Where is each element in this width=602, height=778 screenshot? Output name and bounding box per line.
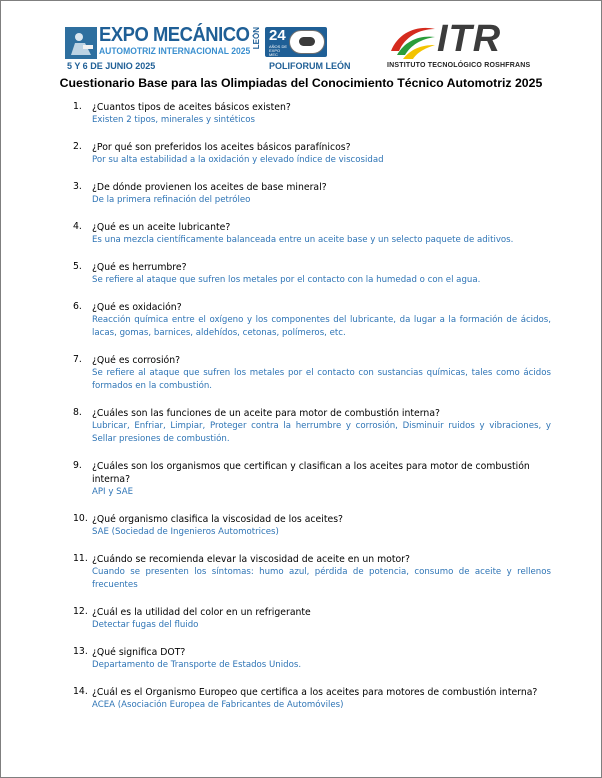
answer-text: SAE (Sociedad de Ingenieros Automotrices) [92, 527, 279, 537]
question-text: ¿Qué es un aceite lubricante? [92, 222, 231, 233]
question-text: ¿Qué es herrumbre? [92, 262, 187, 273]
question-text: ¿Cuál es el Organismo Europeo que certifica a los aceites para motores de combustión interna? [92, 687, 538, 698]
question-text: ¿Qué significa DOT? [92, 647, 186, 658]
question-text: ¿De dónde provienen los aceites de base mineral? [92, 182, 327, 193]
question-item [73, 141, 551, 167]
expo-venue: POLIFORUM LEÓN [269, 61, 351, 71]
itr-tagline: INSTITUTO TECNOLÓGICO ROSHFRANS [387, 62, 531, 69]
anniversary-badge [265, 27, 327, 57]
answer-text: Reacción química entre el oxígeno y los componentes del lubricante, da lugar a la formación de ácidos, lacas, gomas, barnices, aldehídos, cetonas, polímeros, etc. [92, 315, 551, 338]
question-text: ¿Cuál es la utilidad del color en un refrigerante [92, 607, 311, 618]
expo-mecanico-logo [65, 24, 351, 75]
question-item [73, 354, 551, 393]
question-number: 14. [73, 686, 88, 697]
answer-text: Existen 2 tipos, minerales y sintéticos [92, 115, 256, 125]
question-number: 5. [73, 261, 82, 272]
question-number: 9. [73, 460, 82, 471]
question-number: 4. [73, 221, 82, 232]
question-number: 6. [73, 301, 82, 312]
itr-swoosh-icon [389, 21, 437, 61]
question-number: 11. [73, 553, 88, 564]
question-item [73, 553, 551, 592]
question-item [73, 301, 551, 340]
question-text: ¿Cuáles son las funciones de un aceite para motor de combustión interna? [92, 408, 440, 419]
question-number: 13. [73, 646, 88, 657]
questions-list [73, 101, 551, 726]
question-number: 12. [73, 606, 88, 617]
answer-text: Cuando se presenten los síntomas: humo azul, pérdida de potencia, consumo de aceite y rellenos frecuentes [92, 567, 551, 590]
question-number: 2. [73, 141, 82, 152]
question-number: 1. [73, 101, 82, 112]
question-text: ¿Por qué son preferidos los aceites básicos parafínicos? [92, 142, 351, 153]
question-item [73, 646, 551, 672]
itr-logo [387, 18, 563, 71]
question-item [73, 407, 551, 446]
badge-number: 24 [269, 27, 286, 44]
question-text: ¿Qué es corrosión? [92, 355, 181, 366]
answer-text: API y SAE [92, 487, 134, 497]
expo-subtitle: AUTOMOTRIZ INTERNACIONAL 2025 [99, 46, 251, 56]
answer-text: De la primera refinación del petróleo [92, 195, 251, 205]
question-item [73, 261, 551, 287]
answer-text: Lubricar, Enfriar, Limpiar, Proteger contra la herrumbre y corrosión, Disminuir ruidos y vibraciones, y Sellar presiones de combustión. [92, 421, 551, 444]
question-number: 8. [73, 407, 82, 418]
question-text: ¿Cuáles son los organismos que certifican y clasifican a los aceites para motor de combustión interna? [92, 461, 530, 485]
question-text: ¿Qué organismo clasifica la viscosidad de los aceites? [92, 514, 343, 525]
mechanic-photo-icon [65, 27, 97, 59]
expo-city: LEÓN [252, 27, 261, 50]
question-number: 10. [73, 513, 88, 524]
question-text: ¿Qué es oxidación? [92, 302, 182, 313]
answer-text: Se refiere al ataque que sufren los metales por el contacto con sustancias químicas, tales como ácidos formados en la combustión. [92, 368, 551, 391]
badge-text: AÑOS DE EXPO MEC [269, 44, 288, 57]
answer-text: Detectar fugas del fluido [92, 620, 199, 630]
car-seal-icon [289, 30, 325, 54]
question-number: 7. [73, 354, 82, 365]
answer-text: Departamento de Transporte de Estados Unidos. [92, 660, 302, 670]
question-item [73, 686, 551, 712]
document-title: Cuestionario Base para las Olimpiadas del Conocimiento Técnico Automotriz 2025 [59, 76, 543, 90]
answer-text: Es una mezcla científicamente balanceada entre un aceite base y un selecto paquete de aditivos. [92, 235, 514, 245]
question-text: ¿Cuándo se recomienda elevar la viscosidad de aceite en un motor? [92, 554, 410, 565]
answer-text: Se refiere al ataque que sufren los metales por el contacto con la humedad o con el agua. [92, 275, 481, 285]
question-item [73, 460, 551, 499]
itr-letters: ITR [437, 18, 502, 60]
answer-text: ACEA (Asociación Europea de Fabricantes de Automóviles) [92, 700, 344, 710]
question-item [73, 606, 551, 632]
answer-text: Por su alta estabilidad a la oxidación y elevado índice de viscosidad [92, 155, 384, 165]
question-text: ¿Cuantos tipos de aceites básicos existen? [92, 102, 291, 113]
question-item [73, 101, 551, 127]
question-item [73, 221, 551, 247]
question-item [73, 513, 551, 539]
question-item [73, 181, 551, 207]
question-number: 3. [73, 181, 82, 192]
expo-title: EXPO MECÁNICO [99, 24, 250, 46]
expo-dates: 5 Y 6 DE JUNIO 2025 [67, 61, 156, 71]
